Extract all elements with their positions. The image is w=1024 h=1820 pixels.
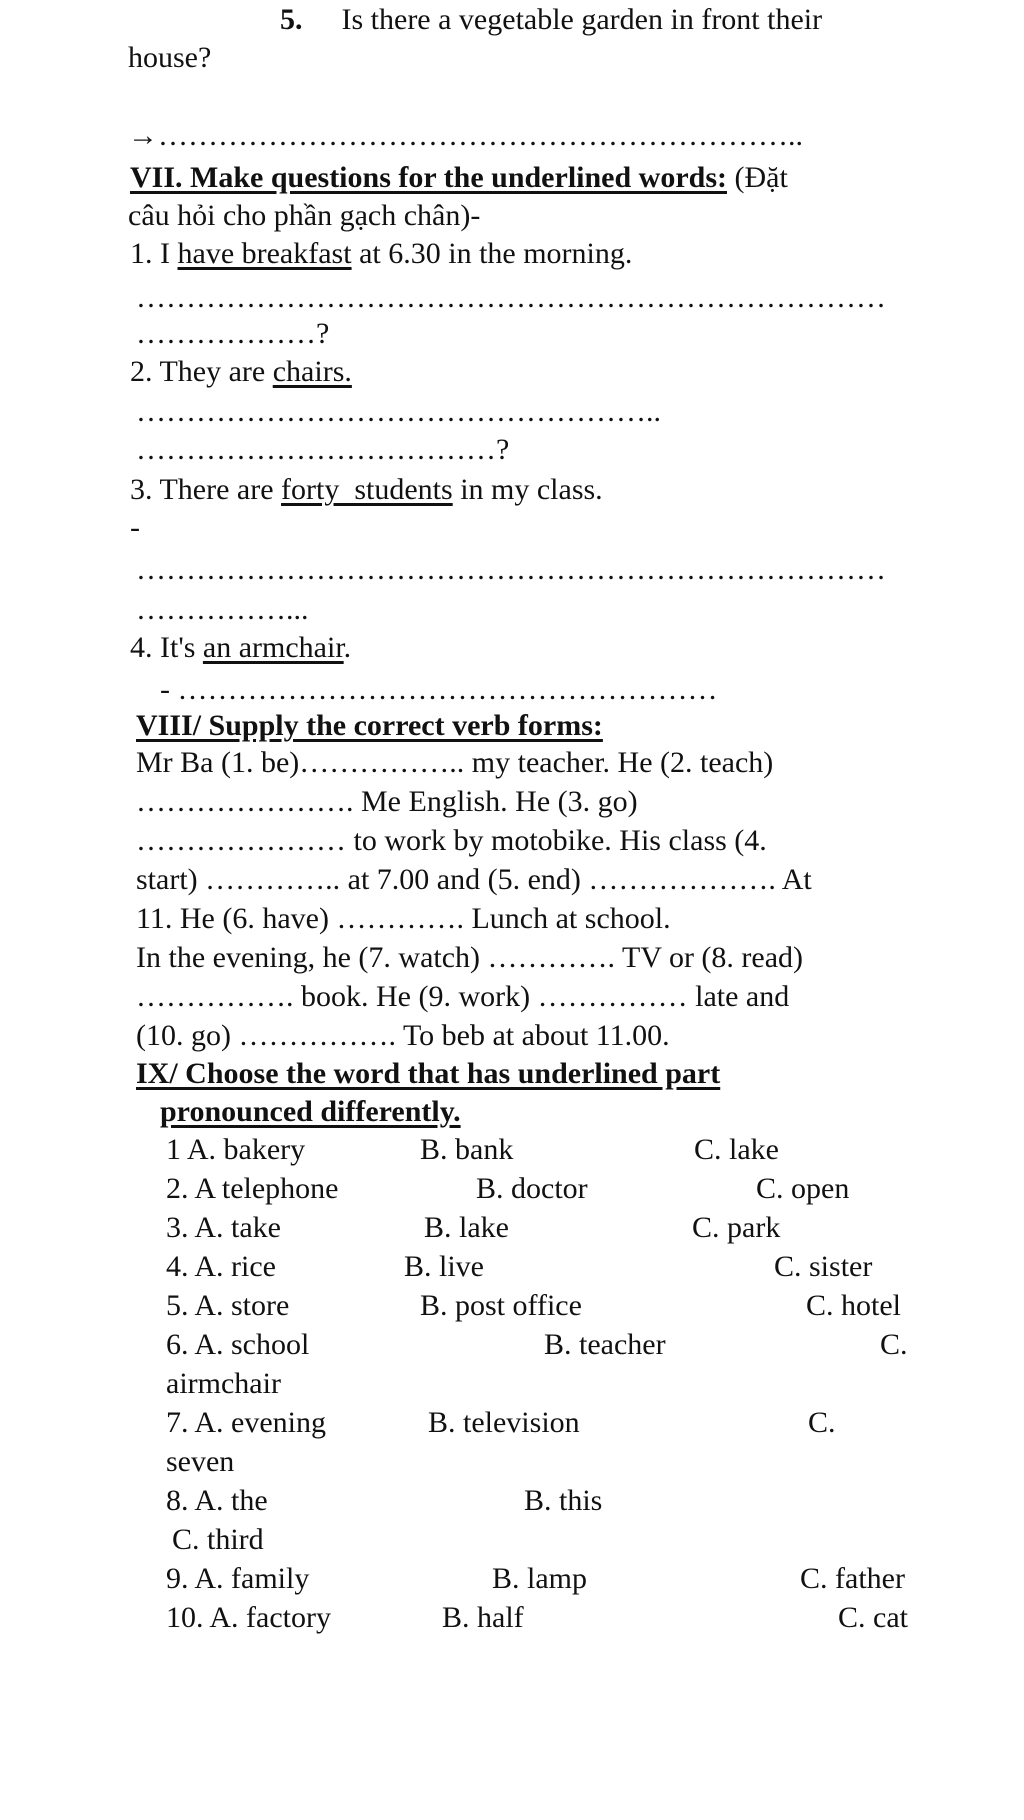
ix-q10-option-c: C. cat bbox=[838, 1601, 908, 1634]
sec8-line-3: ………………… to work by motobike. His class (4. bbox=[136, 824, 767, 857]
sec7-title-rest: (Đặt bbox=[727, 161, 788, 194]
ix-question-1 bbox=[0, 1132, 1024, 1168]
ix-question-2 bbox=[0, 1171, 1024, 1207]
ix-q10-option-b: B. half bbox=[442, 1601, 524, 1634]
ix-question-6 bbox=[0, 1327, 1024, 1363]
q1-underlined: have breakfast bbox=[177, 237, 352, 270]
q5-number: 5. bbox=[280, 3, 303, 36]
sec7-title-line2: câu hỏi cho phần gạch chân)- bbox=[128, 199, 481, 232]
ix-q6-option-b: B. teacher bbox=[544, 1328, 666, 1361]
ix-q2-option-b: B. doctor bbox=[476, 1172, 588, 1205]
sec9-title-line1: IX/ Choose the word that has underlined part bbox=[136, 1057, 721, 1090]
sec8-line-5: 11. He (6. have) …………. Lunch at school. bbox=[136, 902, 671, 935]
ix-question-5 bbox=[0, 1288, 1024, 1324]
sec7-title-underlined: VII. Make questions for the underlined words: bbox=[130, 161, 727, 194]
q5-line bbox=[280, 2, 822, 38]
sec8-line-7: ……………. book. He (9. work) …………… late and bbox=[136, 980, 790, 1013]
q2-underlined: chairs. bbox=[272, 355, 352, 388]
q5-cont: house? bbox=[128, 41, 212, 74]
ix-q6-option-a: 6. A. school bbox=[166, 1328, 310, 1361]
ix-q3-option-b: B. lake bbox=[424, 1211, 509, 1244]
ix-q8-option-b: B. this bbox=[524, 1484, 603, 1517]
q3-pre: 3. There are bbox=[130, 473, 282, 506]
q5-text: Is there a vegetable garden in front their bbox=[341, 3, 823, 36]
ix-q8-option-c: C. third bbox=[172, 1523, 264, 1556]
ix-q9-option-a: 9. A. family bbox=[166, 1562, 310, 1595]
q2-answer-line1: …………………………………………….. bbox=[136, 395, 661, 428]
ix-q10-option-a: 10. A. factory bbox=[166, 1601, 331, 1634]
q3-answer-line1: ………………………………………………………………… bbox=[136, 553, 886, 586]
q3-underlined: forty students bbox=[281, 473, 453, 506]
ix-q7-option-c-cont: seven bbox=[166, 1445, 235, 1478]
ix-q1-option-c: C. lake bbox=[694, 1133, 779, 1166]
ix-q5-option-b: B. post office bbox=[420, 1289, 582, 1322]
ix-q3-option-a: 3. A. take bbox=[166, 1211, 281, 1244]
q4-post: . bbox=[343, 631, 352, 664]
sec8-line-2: …………………. Me English. He (3. go) bbox=[136, 785, 638, 818]
ix-q1-option-a: 1 A. bakery bbox=[166, 1133, 306, 1166]
ix-question-3 bbox=[0, 1210, 1024, 1246]
ix-q9-option-b: B. lamp bbox=[492, 1562, 587, 1595]
q2-pre: 2. They are bbox=[130, 355, 273, 388]
ix-q3-option-c: C. park bbox=[692, 1211, 781, 1244]
ix-q6-option-c-cont: airmchair bbox=[166, 1367, 281, 1400]
sec8-line-8: (10. go) ……………. To beb at about 11.00. bbox=[136, 1019, 670, 1052]
ix-q7-option-a: 7. A. evening bbox=[166, 1406, 326, 1439]
ix-question-10 bbox=[0, 1600, 1024, 1636]
ix-q5-option-c: C. hotel bbox=[806, 1289, 901, 1322]
q1-answer-line2: ………………? bbox=[136, 317, 330, 350]
ix-q4-option-a: 4. A. rice bbox=[166, 1250, 276, 1283]
ix-q7-option-b: B. television bbox=[428, 1406, 580, 1439]
q5-answer-line: →……………………………………………………….. bbox=[128, 119, 803, 152]
sec7-q2 bbox=[130, 354, 352, 390]
sec9-title-line2: pronounced differently. bbox=[160, 1095, 461, 1128]
ix-q9-option-c: C. father bbox=[800, 1562, 905, 1595]
q3-dash: - bbox=[130, 511, 140, 544]
ix-question-8 bbox=[0, 1483, 1024, 1519]
ix-q5-option-a: 5. A. store bbox=[166, 1289, 290, 1322]
sec7-q3 bbox=[130, 472, 603, 508]
ix-q2-option-c: C. open bbox=[756, 1172, 850, 1205]
sec8-line-1: Mr Ba (1. be)…………….. my teacher. He (2. teach) bbox=[136, 746, 774, 779]
q4-answer-line: - ……………………………………………… bbox=[160, 673, 718, 706]
ix-question-9 bbox=[0, 1561, 1024, 1597]
sec8-title: VIII/ Supply the correct verb forms: bbox=[136, 709, 603, 742]
ix-q6-option-c: C. bbox=[880, 1328, 908, 1361]
q4-pre: 4. It's bbox=[130, 631, 203, 664]
sec8-line-4: start) ………….. at 7.00 and (5. end) ………………. At bbox=[136, 863, 812, 896]
q1-answer-line1: ………………………………………………………………… bbox=[136, 281, 886, 314]
sec7-q4 bbox=[130, 630, 351, 666]
sec7-title bbox=[130, 160, 788, 196]
sec7-q1 bbox=[130, 236, 632, 272]
q2-answer-line2: ………………………………? bbox=[136, 433, 510, 466]
ix-q4-option-b: B. live bbox=[404, 1250, 484, 1283]
ix-q7-option-c: C. bbox=[808, 1406, 836, 1439]
sec8-line-6: In the evening, he (7. watch) …………. TV or (8. read) bbox=[136, 941, 804, 974]
ix-q1-option-b: B. bank bbox=[420, 1133, 514, 1166]
q1-pre: 1. I bbox=[130, 237, 178, 270]
q1-post: at 6.30 in the morning. bbox=[351, 237, 633, 270]
q3-post: in my class. bbox=[452, 473, 603, 506]
ix-q4-option-c: C. sister bbox=[774, 1250, 873, 1283]
q4-underlined: an armchair bbox=[202, 631, 344, 664]
q3-answer-line2: ……………... bbox=[136, 593, 309, 626]
ix-q2-option-a: 2. A telephone bbox=[166, 1172, 339, 1205]
ix-question-7 bbox=[0, 1405, 1024, 1441]
ix-question-4 bbox=[0, 1249, 1024, 1285]
ix-q8-option-a: 8. A. the bbox=[166, 1484, 268, 1517]
